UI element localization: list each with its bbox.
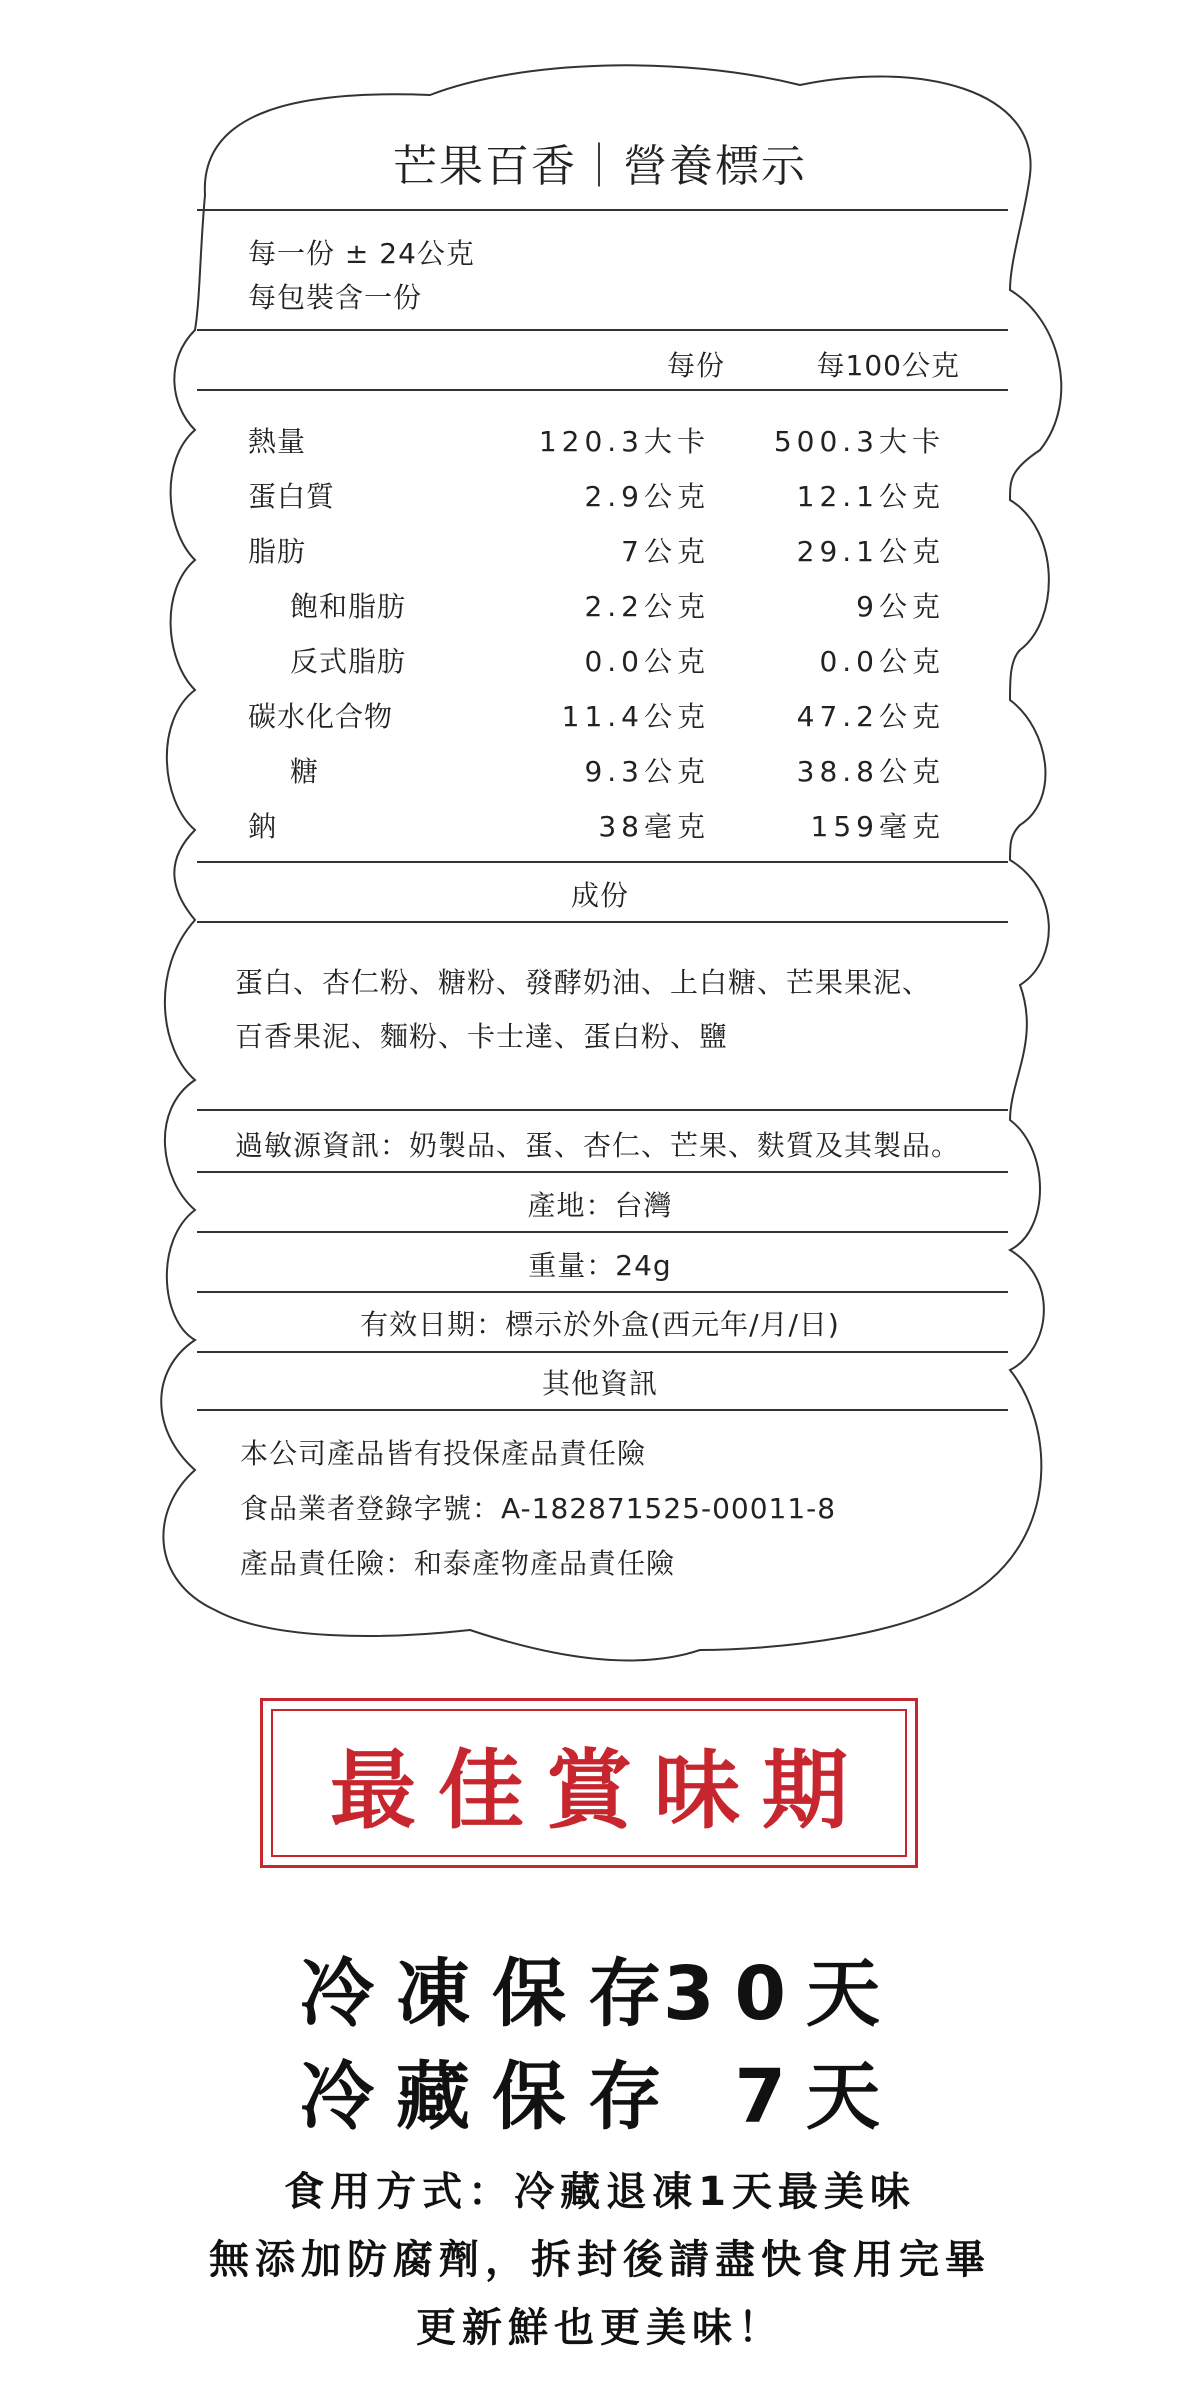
col-header-per-serving: 每份 [666, 349, 725, 382]
nutrient-name: 碳水化合物 [248, 700, 394, 733]
per-100g-value: 38.8公克 [796, 755, 945, 788]
ingredients-line-2: 百香果泥、麵粉、卡士達、蛋白粉、鹽 [235, 1020, 729, 1053]
nutrition-title: 芒果百香｜營養標示 [393, 141, 807, 192]
nutrient-name: 鈉 [248, 810, 278, 843]
per-serving-value: 0.0公克 [584, 645, 710, 678]
weight: 重量：24g [528, 1249, 672, 1282]
nutrition-row-calories [0, 420, 1200, 470]
nutrition-row-sugar [0, 750, 1200, 800]
per-100g-value: 9公克 [856, 590, 945, 623]
per-serving-value: 38毫克 [598, 810, 710, 843]
expiry-date: 有效日期：標示於外盒(西元年/月/日) [360, 1308, 840, 1341]
usage-note-line-2: 無添加防腐劑，拆封後請盡快食用完畢 [209, 2237, 991, 2283]
per-serving-value: 2.2公克 [584, 590, 710, 623]
serving-size: 每一份 ± 24公克 [248, 237, 475, 270]
best-before-badge [260, 1698, 918, 1868]
best-before-title: 最佳賞味期 [330, 1741, 870, 1841]
per-serving-value: 120.3大卡 [538, 425, 710, 458]
per-100g-value: 159毫克 [810, 810, 945, 843]
frozen-value: 30天 [663, 1951, 900, 2037]
nutrition-row-fat [0, 530, 1200, 580]
other-info-line-2: 食品業者登錄字號：A-182871525-00011-8 [240, 1492, 837, 1525]
other-info-line-1: 本公司產品皆有投保產品責任險 [240, 1437, 647, 1470]
origin: 產地：台灣 [527, 1189, 673, 1222]
nutrient-name: 飽和脂肪 [290, 590, 407, 623]
per-serving-value: 11.4公克 [561, 700, 710, 733]
per-100g-value: 47.2公克 [796, 700, 945, 733]
chilled-value: 7天 [734, 2054, 900, 2140]
chilled-label: 冷藏保存 [300, 2054, 684, 2140]
ingredients-line-1: 蛋白、杏仁粉、糖粉、發酵奶油、上白糖、芒果果泥、 [235, 966, 932, 999]
nutrient-name: 糖 [290, 755, 320, 788]
per-serving-value: 2.9公克 [584, 480, 710, 513]
per-100g-value: 0.0公克 [819, 645, 945, 678]
nutrition-row-trans-fat [0, 640, 1200, 690]
allergen-info: 過敏源資訊：奶製品、蛋、杏仁、芒果、麩質及其製品。 [235, 1129, 961, 1162]
nutrient-name: 脂肪 [248, 535, 307, 568]
ingredients-header: 成份 [570, 879, 629, 912]
nutrient-name: 反式脂肪 [290, 645, 407, 678]
nutrition-row-protein [0, 475, 1200, 525]
nutrition-row-sodium [0, 805, 1200, 855]
nutrient-name: 蛋白質 [248, 480, 336, 513]
other-info-header: 其他資訊 [541, 1367, 658, 1400]
servings-per-pack: 每包裝含一份 [248, 281, 423, 314]
per-serving-value: 9.3公克 [584, 755, 710, 788]
per-100g-value: 29.1公克 [796, 535, 945, 568]
usage-note-line-3: 更新鮮也更美味！ [416, 2305, 784, 2351]
nutrient-name: 熱量 [248, 425, 307, 458]
col-header-per-100g: 每100公克 [816, 349, 960, 382]
usage-note-line-1: 食用方式：冷藏退凍1天最美味 [284, 2169, 916, 2215]
other-info-line-3: 產品責任險：和泰產物產品責任險 [240, 1547, 676, 1580]
frozen-label: 冷凍保存 [300, 1951, 684, 2037]
best-before-badge-inner [271, 1709, 907, 1857]
nutrition-row-carbohydrate [0, 695, 1200, 745]
per-serving-value: 7公克 [621, 535, 710, 568]
per-100g-value: 500.3大卡 [773, 425, 945, 458]
per-100g-value: 12.1公克 [796, 480, 945, 513]
nutrition-row-saturated-fat [0, 585, 1200, 635]
